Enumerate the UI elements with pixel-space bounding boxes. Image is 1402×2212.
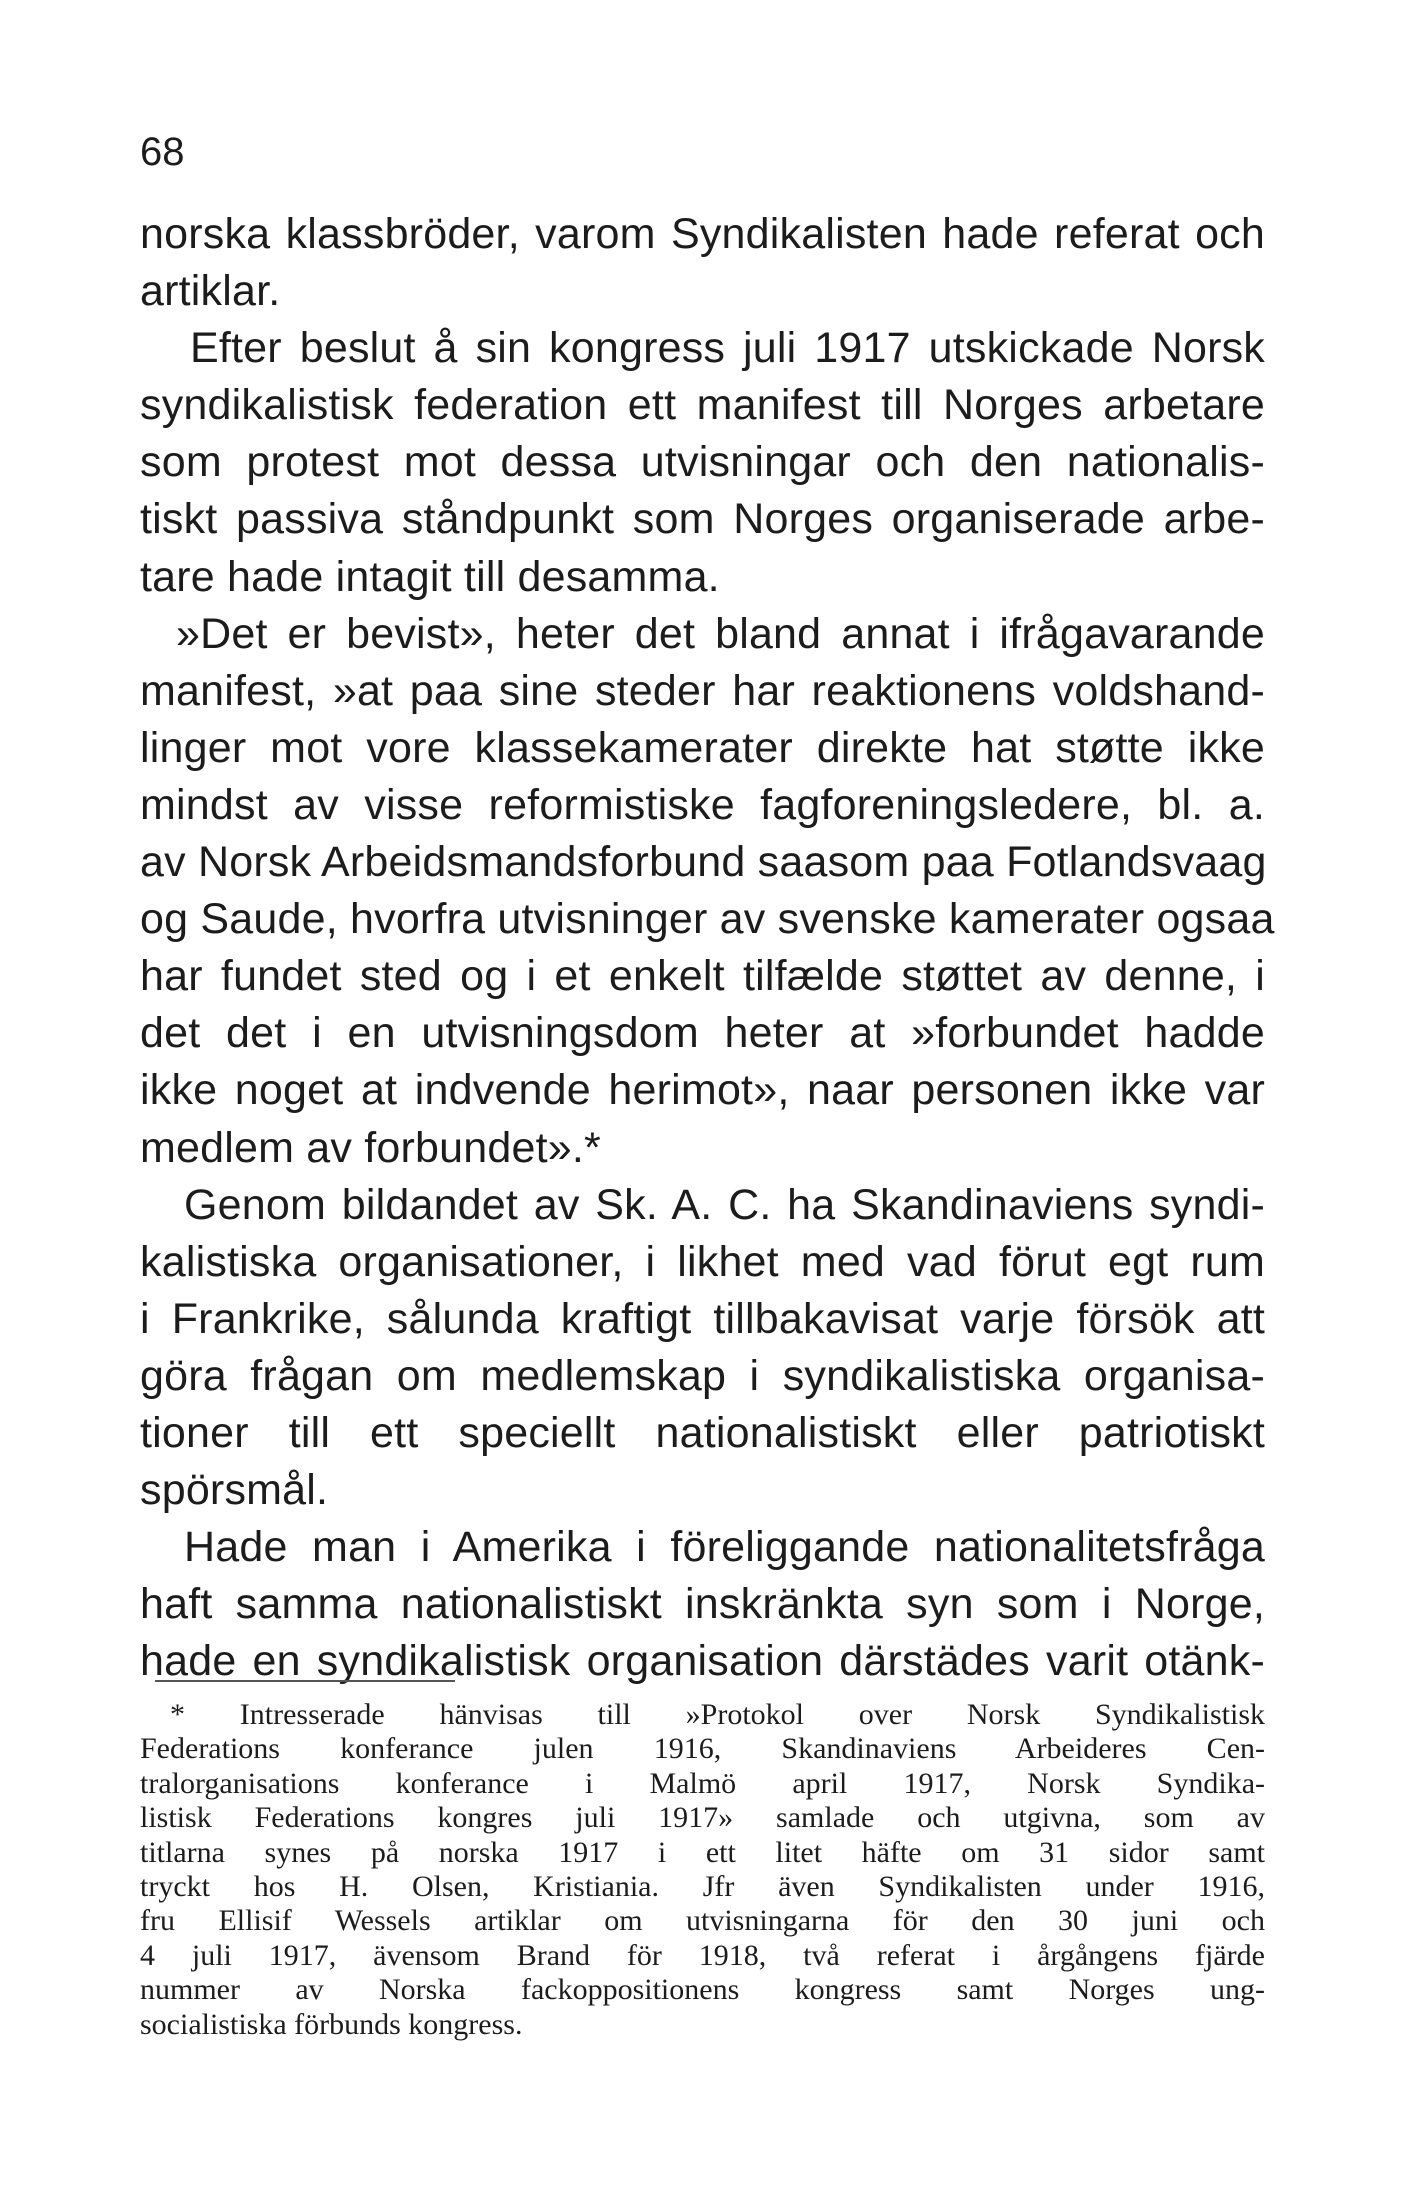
text-line: linger mot vore klassekamerater direkte hat støtte ikke <box>140 723 1265 772</box>
text-line: medlem av forbundet».* <box>140 1123 601 1172</box>
text-line: norska klassbröder, varom Syndikalisten hade referat och <box>140 210 1265 258</box>
footnote-line: titlarna synes på norska 1917 i ett litet häfte om 31 sidor samt <box>140 1835 1265 1869</box>
text-line: spörsmål. <box>140 1466 329 1515</box>
footnote-line: 4 juli 1917, ävensom Brand för 1918, två referat i årgångens fjärde <box>140 1938 1265 1972</box>
text-line: i Frankrike, sålunda kraftigt tillbakavisat varje försök att <box>140 1294 1265 1343</box>
text-line: artiklar. <box>140 267 281 316</box>
text-line: mindst av visse reformistiske fagforeningsledere, bl. a. <box>140 780 1265 829</box>
text-line: Efter beslut å sin kongress juli 1917 utskickade Norsk <box>190 324 1265 373</box>
footnote-line: socialistiska förbunds kongress. <box>140 2007 523 2041</box>
text-line: ikke noget at indvende herimot», naar personen ikke var <box>140 1066 1265 1115</box>
page-number: 68 <box>140 130 185 174</box>
text-line: kalistiska organisationer, i likhet med vad förut egt rum <box>140 1237 1265 1286</box>
text-line: Genom bildandet av Sk. A. C. ha Skandinaviens syndi- <box>184 1180 1265 1229</box>
text-line: hade en syndikalistisk organisation därstädes varit otänk- <box>140 1637 1265 1686</box>
footnote-line: nummer av Norska fackoppositionens kongress samt Norges ung- <box>140 1973 1265 2007</box>
text-line: og Saude, hvorfra utvisninger av svenske kamerater ogsaa <box>140 895 1275 944</box>
footnote-line: tryckt hos H. Olsen, Kristiania. Jfr även Syndikalisten under 1916, <box>140 1870 1265 1904</box>
footnote-line: fru Ellisif Wessels artiklar om utvisningarna för den 30 juni och <box>140 1904 1265 1938</box>
body-text <box>140 206 1275 1690</box>
text-line: Hade man i Amerika i föreliggande nationalitetsfråga <box>184 1523 1265 1572</box>
footnote-line: * Intresserade hänvisas till »Protokol over Norsk Syndikalistisk <box>170 1698 1265 1731</box>
footnote <box>140 1698 1265 2042</box>
text-line: tare hade intagit till desamma. <box>140 552 720 601</box>
footnote-line: listisk Federations kongres juli 1917» samlade och utgivna, som av <box>140 1801 1265 1835</box>
text-line: »Det er bevist», heter det bland annat i ifrågavarande <box>176 609 1265 658</box>
footnote-line: tralorganisations konferance i Malmö april 1917, Norsk Syndika- <box>140 1766 1265 1800</box>
text-line: haft samma nationalistiskt inskränkta syn som i Norge, <box>140 1580 1265 1629</box>
text-line: av Norsk Arbeidsmandsforbund saasom paa Fotlandsvaag <box>140 838 1267 887</box>
text-line: har fundet sted og i et enkelt tilfælde støttet av denne, i <box>140 952 1265 1001</box>
text-line: göra frågan om medlemskap i syndikalistiska organisa- <box>140 1351 1265 1400</box>
text-line: tioner till ett speciellt nationalistiskt eller patriotiskt <box>140 1408 1265 1457</box>
footnote-line: Federations konferance julen 1916, Skandinaviens Arbeideres Cen- <box>140 1732 1265 1766</box>
text-line: det det i en utvisningsdom heter at »forbundet hadde <box>140 1009 1265 1058</box>
text-line: som protest mot dessa utvisningar och den nationalis- <box>140 438 1265 487</box>
text-line: syndikalistisk federation ett manifest till Norges arbetare <box>140 381 1265 430</box>
footnote-divider <box>155 1680 455 1682</box>
text-line: tiskt passiva ståndpunkt som Norges organiserade arbe- <box>140 495 1265 544</box>
text-line: manifest, »at paa sine steder har reaktionens voldshand- <box>140 666 1265 715</box>
